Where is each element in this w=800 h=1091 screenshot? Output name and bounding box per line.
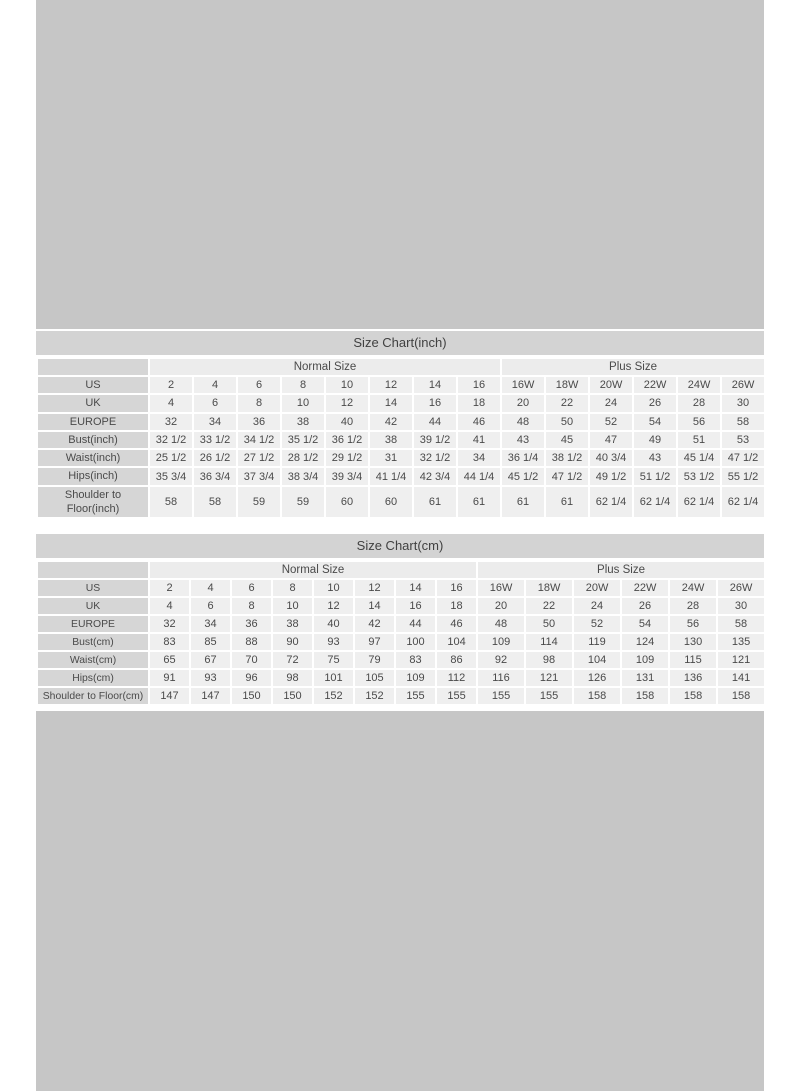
size-cell: 112 <box>436 669 477 687</box>
size-cell: 130 <box>669 633 717 651</box>
size-cell: 16W <box>477 579 525 597</box>
table-row-uk <box>37 394 765 412</box>
size-cell: 119 <box>573 633 621 651</box>
size-cell: 58 <box>149 486 193 519</box>
row-label: Shoulder to Floor(inch) <box>37 486 149 519</box>
size-cell: 116 <box>477 669 525 687</box>
size-cell: 26W <box>721 376 765 394</box>
size-cell: 49 <box>633 431 677 449</box>
table-row-europe <box>37 615 765 633</box>
size-cell: 86 <box>436 651 477 669</box>
size-cell: 41 1/4 <box>369 467 413 485</box>
size-cell: 115 <box>669 651 717 669</box>
size-cell: 98 <box>272 669 313 687</box>
size-cell: 4 <box>149 597 190 615</box>
size-cell: 152 <box>354 687 395 705</box>
row-label: Shoulder to Floor(cm) <box>37 687 149 705</box>
size-cell: 61 <box>501 486 545 519</box>
table-row-uk <box>37 597 765 615</box>
size-cell: 158 <box>669 687 717 705</box>
size-cell: 34 <box>190 615 231 633</box>
size-cell: 49 1/2 <box>589 467 633 485</box>
size-cell: 109 <box>395 669 436 687</box>
size-cell: 38 <box>369 431 413 449</box>
size-cell: 101 <box>313 669 354 687</box>
table-row-us <box>37 376 765 394</box>
size-cell: 152 <box>313 687 354 705</box>
table-row-hips-inch- <box>37 467 765 485</box>
size-cell: 135 <box>717 633 765 651</box>
size-cell: 2 <box>149 579 190 597</box>
size-table <box>36 560 766 706</box>
size-cell: 14 <box>395 579 436 597</box>
size-cell: 45 1/4 <box>677 449 721 467</box>
size-cell: 6 <box>237 376 281 394</box>
size-chart-cm <box>36 534 764 706</box>
size-cell: 105 <box>354 669 395 687</box>
size-cell: 47 1/2 <box>721 449 765 467</box>
size-cell: 38 <box>272 615 313 633</box>
size-cell: 88 <box>231 633 272 651</box>
table-row-europe <box>37 413 765 431</box>
size-cell: 93 <box>313 633 354 651</box>
row-label: EUROPE <box>37 413 149 431</box>
size-cell: 155 <box>436 687 477 705</box>
size-cell: 38 1/2 <box>545 449 589 467</box>
size-cell: 24 <box>573 597 621 615</box>
size-cell: 44 1/4 <box>457 467 501 485</box>
size-cell: 26 <box>621 597 669 615</box>
size-cell: 32 <box>149 615 190 633</box>
size-cell: 54 <box>633 413 677 431</box>
size-cell: 60 <box>369 486 413 519</box>
row-label: US <box>37 579 149 597</box>
size-cell: 36 <box>231 615 272 633</box>
table-row-bust-inch- <box>37 431 765 449</box>
size-cell: 93 <box>190 669 231 687</box>
size-cell: 61 <box>545 486 589 519</box>
size-cell: 22W <box>633 376 677 394</box>
size-cell: 47 <box>589 431 633 449</box>
size-cell: 36 1/2 <box>325 431 369 449</box>
size-cell: 62 1/4 <box>677 486 721 519</box>
size-cell: 52 <box>589 413 633 431</box>
group-header-row <box>37 561 765 579</box>
size-cell: 147 <box>149 687 190 705</box>
size-cell: 55 1/2 <box>721 467 765 485</box>
size-cell: 51 <box>677 431 721 449</box>
image-placeholder-top <box>36 0 764 329</box>
size-cell: 136 <box>669 669 717 687</box>
size-cell: 58 <box>721 413 765 431</box>
row-label: Bust(cm) <box>37 633 149 651</box>
size-cell: 12 <box>313 597 354 615</box>
group-header-cell: Plus Size <box>477 561 765 579</box>
size-cell: 42 <box>354 615 395 633</box>
size-cell: 51 1/2 <box>633 467 677 485</box>
size-cell: 37 3/4 <box>237 467 281 485</box>
size-cell: 53 <box>721 431 765 449</box>
size-cell: 43 <box>633 449 677 467</box>
size-cell: 24W <box>669 579 717 597</box>
size-cell: 61 <box>457 486 501 519</box>
size-cell: 126 <box>573 669 621 687</box>
size-chart-inch <box>36 331 764 519</box>
size-cell: 18 <box>436 597 477 615</box>
size-cell: 158 <box>573 687 621 705</box>
size-cell: 33 1/2 <box>193 431 237 449</box>
size-cell: 28 <box>677 394 721 412</box>
size-cell: 50 <box>525 615 573 633</box>
size-table <box>36 357 766 519</box>
size-cell: 36 1/4 <box>501 449 545 467</box>
size-cell: 83 <box>149 633 190 651</box>
size-cell: 46 <box>436 615 477 633</box>
size-cell: 18W <box>545 376 589 394</box>
chart-title: Size Chart(cm) <box>36 534 764 558</box>
size-cell: 30 <box>717 597 765 615</box>
size-cell: 18 <box>457 394 501 412</box>
size-cell: 150 <box>272 687 313 705</box>
corner-cell <box>37 561 149 579</box>
size-cell: 85 <box>190 633 231 651</box>
size-cell: 59 <box>237 486 281 519</box>
size-cell: 46 <box>457 413 501 431</box>
size-charts-container <box>36 331 764 706</box>
size-cell: 16 <box>457 376 501 394</box>
size-cell: 70 <box>231 651 272 669</box>
table-row-waist-cm- <box>37 651 765 669</box>
size-cell: 25 1/2 <box>149 449 193 467</box>
size-cell: 38 3/4 <box>281 467 325 485</box>
row-label: Bust(inch) <box>37 431 149 449</box>
size-cell: 91 <box>149 669 190 687</box>
table-row-shoulder-to-floor-cm- <box>37 687 765 705</box>
size-cell: 26W <box>717 579 765 597</box>
size-cell: 67 <box>190 651 231 669</box>
size-cell: 121 <box>717 651 765 669</box>
size-cell: 6 <box>190 597 231 615</box>
size-cell: 104 <box>573 651 621 669</box>
size-cell: 158 <box>717 687 765 705</box>
size-cell: 141 <box>717 669 765 687</box>
size-cell: 60 <box>325 486 369 519</box>
size-cell: 31 <box>369 449 413 467</box>
size-cell: 109 <box>477 633 525 651</box>
group-header-cell: Plus Size <box>501 358 765 376</box>
size-cell: 24 <box>589 394 633 412</box>
size-cell: 65 <box>149 651 190 669</box>
size-cell: 100 <box>395 633 436 651</box>
size-cell: 32 1/2 <box>413 449 457 467</box>
row-label: Waist(cm) <box>37 651 149 669</box>
size-cell: 39 3/4 <box>325 467 369 485</box>
size-cell: 40 <box>325 413 369 431</box>
size-cell: 48 <box>477 615 525 633</box>
group-header-cell: Normal Size <box>149 358 501 376</box>
size-cell: 6 <box>193 394 237 412</box>
size-cell: 29 1/2 <box>325 449 369 467</box>
size-cell: 50 <box>545 413 589 431</box>
size-cell: 4 <box>149 394 193 412</box>
page-content <box>36 0 764 1091</box>
size-cell: 48 <box>501 413 545 431</box>
size-cell: 104 <box>436 633 477 651</box>
size-cell: 54 <box>621 615 669 633</box>
size-cell: 30 <box>721 394 765 412</box>
size-cell: 53 1/2 <box>677 467 721 485</box>
size-cell: 27 1/2 <box>237 449 281 467</box>
size-cell: 6 <box>231 579 272 597</box>
size-cell: 98 <box>525 651 573 669</box>
size-cell: 16 <box>436 579 477 597</box>
size-cell: 35 3/4 <box>149 467 193 485</box>
size-cell: 39 1/2 <box>413 431 457 449</box>
row-label: US <box>37 376 149 394</box>
table-row-bust-cm- <box>37 633 765 651</box>
image-placeholder-bottom <box>36 711 764 1091</box>
size-cell: 36 <box>237 413 281 431</box>
size-cell: 40 3/4 <box>589 449 633 467</box>
size-cell: 8 <box>281 376 325 394</box>
group-header-row <box>37 358 765 376</box>
size-cell: 79 <box>354 651 395 669</box>
size-cell: 35 1/2 <box>281 431 325 449</box>
row-label: Waist(inch) <box>37 449 149 467</box>
size-cell: 44 <box>413 413 457 431</box>
group-header-cell: Normal Size <box>149 561 477 579</box>
size-cell: 56 <box>677 413 721 431</box>
size-cell: 147 <box>190 687 231 705</box>
size-cell: 41 <box>457 431 501 449</box>
size-cell: 16 <box>413 394 457 412</box>
size-cell: 4 <box>190 579 231 597</box>
corner-cell <box>37 358 149 376</box>
size-cell: 14 <box>354 597 395 615</box>
size-cell: 75 <box>313 651 354 669</box>
size-cell: 10 <box>281 394 325 412</box>
size-cell: 56 <box>669 615 717 633</box>
size-cell: 20 <box>477 597 525 615</box>
size-cell: 124 <box>621 633 669 651</box>
size-cell: 12 <box>325 394 369 412</box>
size-cell: 62 1/4 <box>721 486 765 519</box>
size-cell: 20W <box>589 376 633 394</box>
row-label: Hips(cm) <box>37 669 149 687</box>
size-cell: 155 <box>395 687 436 705</box>
size-cell: 18W <box>525 579 573 597</box>
size-cell: 131 <box>621 669 669 687</box>
size-cell: 22 <box>545 394 589 412</box>
size-cell: 8 <box>237 394 281 412</box>
size-cell: 47 1/2 <box>545 467 589 485</box>
size-cell: 121 <box>525 669 573 687</box>
size-cell: 14 <box>413 376 457 394</box>
size-cell: 26 <box>633 394 677 412</box>
row-label: Hips(inch) <box>37 467 149 485</box>
chart-title: Size Chart(inch) <box>36 331 764 355</box>
size-cell: 61 <box>413 486 457 519</box>
size-cell: 62 1/4 <box>589 486 633 519</box>
size-cell: 14 <box>369 394 413 412</box>
size-cell: 109 <box>621 651 669 669</box>
size-cell: 20 <box>501 394 545 412</box>
size-cell: 72 <box>272 651 313 669</box>
size-cell: 45 1/2 <box>501 467 545 485</box>
table-row-waist-inch- <box>37 449 765 467</box>
size-cell: 28 1/2 <box>281 449 325 467</box>
size-cell: 97 <box>354 633 395 651</box>
size-cell: 22W <box>621 579 669 597</box>
size-cell: 12 <box>369 376 413 394</box>
size-cell: 20W <box>573 579 621 597</box>
size-cell: 8 <box>231 597 272 615</box>
size-cell: 38 <box>281 413 325 431</box>
size-cell: 8 <box>272 579 313 597</box>
table-row-shoulder-to-floor-inch- <box>37 486 765 519</box>
size-cell: 24W <box>677 376 721 394</box>
row-label: EUROPE <box>37 615 149 633</box>
size-cell: 16W <box>501 376 545 394</box>
size-cell: 90 <box>272 633 313 651</box>
size-cell: 155 <box>477 687 525 705</box>
size-cell: 62 1/4 <box>633 486 677 519</box>
size-cell: 45 <box>545 431 589 449</box>
size-cell: 34 <box>457 449 501 467</box>
size-cell: 59 <box>281 486 325 519</box>
table-row-hips-cm- <box>37 669 765 687</box>
size-cell: 96 <box>231 669 272 687</box>
size-cell: 158 <box>621 687 669 705</box>
size-cell: 58 <box>717 615 765 633</box>
size-cell: 28 <box>669 597 717 615</box>
size-cell: 32 <box>149 413 193 431</box>
size-cell: 10 <box>313 579 354 597</box>
size-cell: 4 <box>193 376 237 394</box>
size-cell: 34 1/2 <box>237 431 281 449</box>
size-cell: 114 <box>525 633 573 651</box>
size-cell: 26 1/2 <box>193 449 237 467</box>
size-cell: 2 <box>149 376 193 394</box>
size-cell: 12 <box>354 579 395 597</box>
size-cell: 42 <box>369 413 413 431</box>
size-cell: 42 3/4 <box>413 467 457 485</box>
size-cell: 43 <box>501 431 545 449</box>
size-cell: 10 <box>325 376 369 394</box>
size-cell: 92 <box>477 651 525 669</box>
size-cell: 52 <box>573 615 621 633</box>
size-cell: 155 <box>525 687 573 705</box>
size-cell: 32 1/2 <box>149 431 193 449</box>
row-label: UK <box>37 394 149 412</box>
size-cell: 150 <box>231 687 272 705</box>
table-row-us <box>37 579 765 597</box>
size-cell: 36 3/4 <box>193 467 237 485</box>
size-cell: 58 <box>193 486 237 519</box>
size-cell: 22 <box>525 597 573 615</box>
row-label: UK <box>37 597 149 615</box>
size-cell: 83 <box>395 651 436 669</box>
size-cell: 10 <box>272 597 313 615</box>
size-cell: 40 <box>313 615 354 633</box>
size-cell: 16 <box>395 597 436 615</box>
size-cell: 44 <box>395 615 436 633</box>
size-cell: 34 <box>193 413 237 431</box>
